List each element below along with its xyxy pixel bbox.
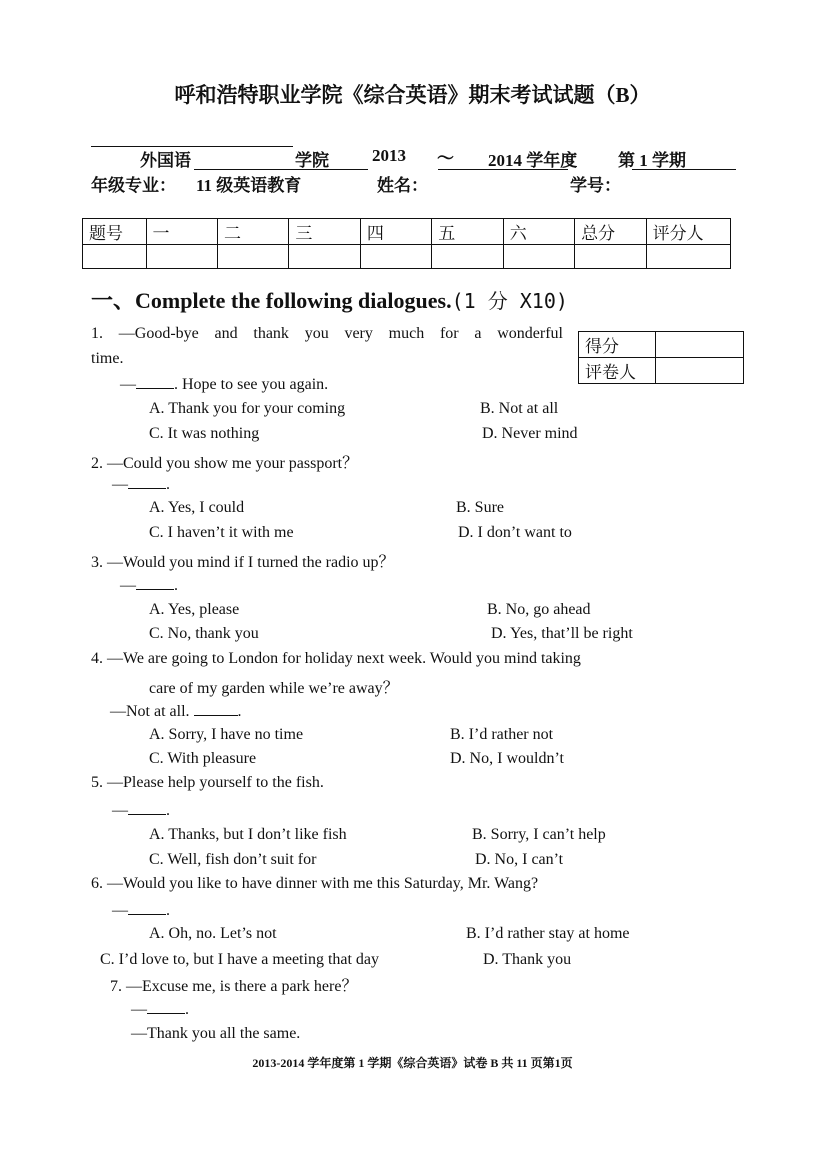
q5-stem: 5. —Please help yourself to the fish. (91, 774, 324, 791)
q1-stem-cont: time. (91, 350, 124, 367)
q5-option-a: A. Thanks, but I don’t like fish (149, 826, 347, 843)
department-value: 外国语 (140, 151, 191, 170)
q1-option-c: C. It was nothing (149, 425, 260, 442)
section-heading-prefix: 一、 (91, 288, 136, 313)
q2-option-d: D. I don’t want to (458, 524, 572, 541)
q2-reply (112, 474, 170, 494)
q7-reply-post: . (185, 1001, 189, 1018)
q1-reply (120, 374, 328, 394)
grader-score-label: 得分 (579, 332, 656, 358)
grader-score-cell[interactable] (656, 332, 744, 358)
q4-stem: 4. —We are going to London for holiday next week. Would you mind taking (91, 650, 581, 667)
section-heading-text: Complete the following dialogues. (135, 288, 452, 313)
q3-reply (120, 575, 178, 595)
score-header-cell: 题号 (83, 219, 147, 245)
score-header-cell: 一 (146, 219, 217, 245)
score-cell[interactable] (432, 245, 503, 269)
q1-option-a: A. Thank you for your coming (149, 400, 346, 417)
q1-option-b: B. Not at all (480, 400, 559, 417)
term: 第 1 学期 (618, 151, 686, 170)
q2-reply-post: . (166, 476, 170, 493)
department-suffix: 学院 (295, 151, 329, 170)
student-id-label: 学号： (570, 176, 621, 195)
page-footer: 2013-2014 学年度第 1 学期《综合英语》试卷 B 共 11 页第1页 (252, 1056, 573, 1070)
q4-option-a: A. Sorry, I have no time (149, 726, 304, 743)
q3-reply-post: . (174, 577, 178, 594)
q4-reply (110, 701, 242, 721)
q7-closing: —Thank you all the same. (131, 1025, 301, 1042)
department-underline (91, 146, 293, 147)
score-header-cell: 三 (289, 219, 360, 245)
score-cell[interactable] (146, 245, 217, 269)
section-heading (91, 284, 568, 315)
score-cell[interactable] (503, 245, 574, 269)
q4-reply-pre: —Not at all. (110, 703, 194, 720)
q5-reply-post: . (166, 802, 170, 819)
q3-option-a: A. Yes, please (149, 601, 240, 618)
score-cell[interactable] (217, 245, 288, 269)
q1-reply-pre: — (120, 376, 136, 393)
q1-stem: 1. —Good-bye and thank you very much for a wonderful (91, 325, 563, 342)
score-cell[interactable] (83, 245, 147, 269)
q5-reply-pre: — (112, 802, 128, 819)
grader-box (578, 331, 744, 384)
q2-reply-pre: — (112, 476, 128, 493)
q3-option-c: C. No, thank you (149, 625, 259, 642)
score-header-cell: 评分人 (646, 219, 730, 245)
q4-answer-blank[interactable] (194, 701, 238, 716)
score-header-cell: 六 (503, 219, 574, 245)
q1-answer-blank[interactable] (136, 374, 174, 389)
score-header-cell: 四 (360, 219, 431, 245)
q5-option-b: B. Sorry, I can’t help (472, 826, 606, 843)
score-header-cell: 五 (432, 219, 503, 245)
q6-reply (112, 900, 170, 920)
q7-reply-pre: — (131, 1001, 147, 1018)
grader-name-cell[interactable] (656, 358, 744, 384)
q4-option-b: B. I’d rather not (450, 726, 554, 743)
grade-underline (194, 169, 368, 170)
year-end: 2014 学年度 (488, 151, 578, 170)
q3-reply-pre: — (120, 577, 136, 594)
q6-reply-post: . (166, 902, 170, 919)
q5-answer-blank[interactable] (128, 800, 166, 815)
q7-answer-blank[interactable] (147, 999, 185, 1014)
q2-stem: 2. —Could you show me your passport？ (91, 455, 359, 472)
q2-answer-blank[interactable] (128, 474, 166, 489)
year-start: 2013 (372, 146, 406, 165)
score-cell[interactable] (646, 245, 730, 269)
q7-stem: 7. —Excuse me, is there a park here？ (110, 978, 358, 995)
grader-name-label: 评卷人 (579, 358, 656, 384)
score-header-cell: 总分 (575, 219, 646, 245)
q3-answer-blank[interactable] (136, 575, 174, 590)
q6-stem: 6. —Would you like to have dinner with me this Saturday, Mr. Wang? (91, 875, 539, 892)
name-field[interactable] (438, 169, 568, 170)
q7-reply (131, 999, 189, 1019)
q6-option-b: B. I’d rather stay at home (466, 925, 630, 942)
q4-option-d: D. No, I wouldn’t (450, 750, 564, 767)
score-cell[interactable] (289, 245, 360, 269)
grade-label: 年级专业： (91, 176, 176, 195)
q2-option-c: C. I haven’t it with me (149, 524, 294, 541)
q4-stem-cont: care of my garden while we’re away？ (149, 680, 399, 697)
q3-option-b: B. No, go ahead (487, 601, 591, 618)
score-header-cell: 二 (217, 219, 288, 245)
exam-title: 呼和浩特职业学院《综合英语》期末考试试题（B） (174, 83, 651, 107)
q1-reply-post: . Hope to see you again. (174, 376, 329, 393)
q5-option-c: C. Well, fish don’t suit for (149, 851, 317, 868)
year-tilde: ～ (437, 149, 454, 168)
section-heading-points: (1 分 X10) (451, 289, 568, 313)
q2-option-b: B. Sure (456, 499, 504, 516)
q3-stem: 3. —Would you mind if I turned the radio up？ (91, 554, 395, 571)
q3-option-d: D. Yes, that’ll be right (491, 625, 633, 642)
q4-reply-post: . (237, 703, 242, 720)
q5-reply (112, 800, 170, 820)
q6-option-a: A. Oh, no. Let’s not (149, 925, 277, 942)
q5-option-d: D. No, I can’t (475, 851, 564, 868)
q6-answer-blank[interactable] (128, 900, 166, 915)
score-cell[interactable] (575, 245, 646, 269)
name-label: 姓名： (377, 176, 428, 195)
student-id-field[interactable] (632, 169, 736, 170)
q6-option-c: C. I’d love to, but I have a meeting that day (100, 951, 380, 968)
q6-reply-pre: — (112, 902, 128, 919)
q1-option-d: D. Never mind (482, 425, 578, 442)
q6-option-d: D. Thank you (483, 951, 572, 968)
grade-value: 11 级英语教育 (196, 176, 302, 195)
score-table (82, 218, 731, 269)
q4-option-c: C. With pleasure (149, 750, 257, 767)
q2-option-a: A. Yes, I could (149, 499, 245, 516)
score-cell[interactable] (360, 245, 431, 269)
